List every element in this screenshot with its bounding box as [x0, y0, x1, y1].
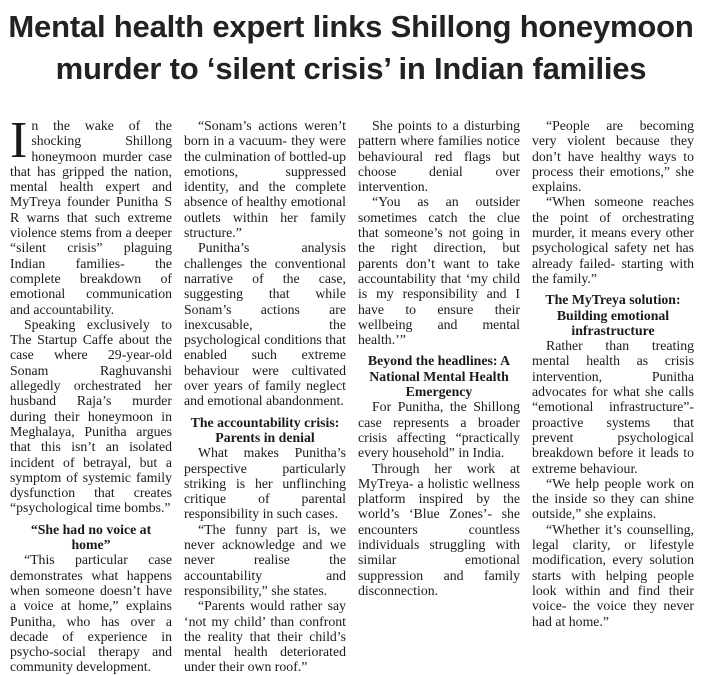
- subheading: “She had no voice at home”: [30, 521, 152, 553]
- paragraph: “The funny part is, we never acknowledge and we never realise the accountability and responsibility,” she states.: [184, 521, 346, 598]
- drop-cap: I: [10, 112, 28, 169]
- paragraph: For Punitha, the Shillong case represents a broader crisis affecting “practically every household” in India.: [358, 399, 520, 461]
- paragraph: “You as an outsider sometimes catch the clue that someone’s not going in the right direction, but parents don’t want to take accountability that ‘my child is my responsibility and I have to ensure their wellbeing and mental health.’”: [358, 194, 520, 348]
- lead-text: n the wake of the shocking Shillong honeymoon murder case that has gripped the nation, mental health expert and MyTreya founder Punitha S R warns that such extreme violence stems from a deeper “silent crisis” plaguing Indian families- the complete breakdown of emotional communication and accountability.: [10, 118, 172, 317]
- column-2: [184, 118, 346, 675]
- column-4: [532, 118, 694, 675]
- column-1: [10, 112, 172, 675]
- paragraph: “People are becoming very violent because they don’t have healthy ways to process their emotions,” she explains.: [532, 118, 694, 195]
- subheading: The MyTreya solution: Building emotional infrastructure: [545, 292, 681, 338]
- paragraph: “Whether it’s counselling, legal clarity, or lifestyle modification, every solution starts with helping people look within and find their voice- the voice they never had at home.”: [532, 521, 694, 629]
- paragraph: “When someone reaches the point of orchestrating murder, it means every other psychological safety net has already failed- starting with the family.”: [532, 194, 694, 286]
- paragraph: She points to a disturbing pattern where families notice behavioural red flags but choose denial over intervention.: [358, 118, 520, 195]
- paragraph: Speaking exclusively to The Startup Caffe about the case where 29-year-old Sonam Raghuvanshi allegedly orchestrated her husband Raja’s murder during their honeymoon in Meghalaya, Punitha argues that this isn’t an isolated incident of betrayal, but a symptom of systemic family dysfunction that creates “psychological time bombs.”: [10, 316, 172, 516]
- subheading: Beyond the headlines: A National Mental Health Emergency: [367, 353, 511, 400]
- column-3: [358, 118, 520, 675]
- headline-line-2: murder to ‘silent crisis’ in Indian families: [55, 51, 647, 86]
- headline-line-1: Mental health expert links Shillong honeymoon: [8, 9, 694, 44]
- paragraph: “This particular case demonstrates what happens when someone doesn’t have a voice at home,” explains Punitha, who has over a decade of experience in psycho-social therapy and community development.: [10, 552, 172, 675]
- lead-paragraph: [10, 112, 172, 317]
- subheading: The accountability crisis: Parents in denial: [190, 414, 340, 445]
- paragraph: “Parents would rather say ‘not my child’ than confront the reality that their child’s mental health deteriorated under their own roof.”: [184, 598, 346, 675]
- paragraph: Rather than treating mental health as crisis intervention, Punitha advocates for what she calls “emotional infrastructure”- proactive systems that prevent psychological breakdown before it leads to extreme behaviour.: [532, 338, 694, 476]
- headline: [0, 6, 702, 90]
- paragraph: “Sonam’s actions weren’t born in a vacuum- they were the culmination of bottled-up emotions, suppressed identity, and the complete absence of healthy emotional outlets within her family structure.”: [184, 118, 346, 241]
- paragraph: “We help people work on the inside so they can shine outside,” she explains.: [532, 475, 694, 522]
- paragraph: Through her work at MyTreya- a holistic wellness platform inspired by the world’s ‘Blue Zones’- she encounters countless individuals struggling with similar emotional suppression and family disconnection.: [358, 460, 520, 598]
- paragraph: What makes Punitha’s perspective particularly striking is her unflinching critique of parental responsibility in such cases.: [184, 445, 346, 522]
- article-body: [10, 112, 696, 675]
- paragraph: Punitha’s analysis challenges the conventional narrative of the case, suggesting that while Sonam’s actions are inexcusable, the psychological conditions that enabled such extreme behaviour were cultivated over years of family neglect and emotional abandonment.: [184, 240, 346, 409]
